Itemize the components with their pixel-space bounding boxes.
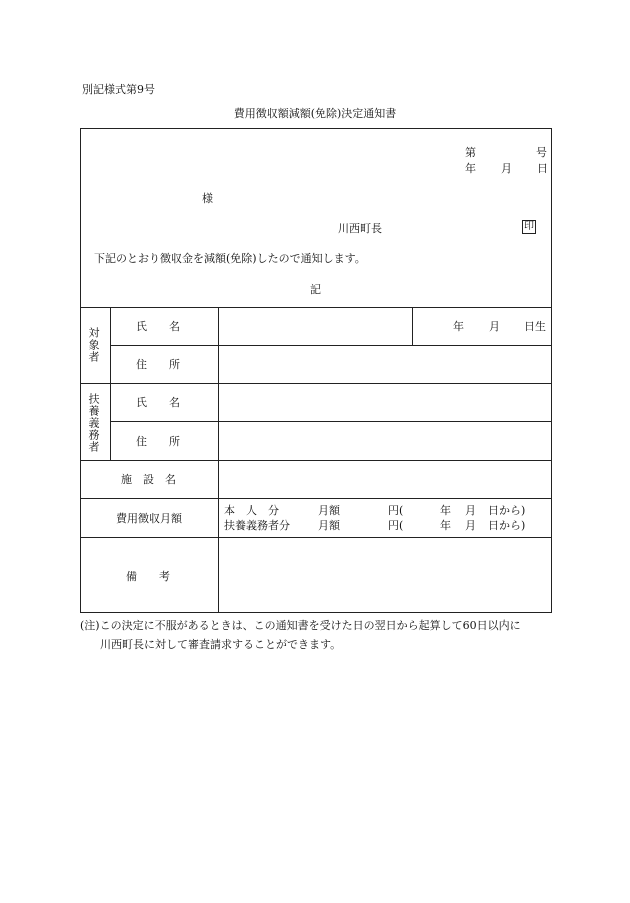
number-prefix: 第 xyxy=(465,146,476,159)
number-suffix: 号 xyxy=(536,146,547,159)
date-month: 月 xyxy=(501,162,512,175)
birth-year-label: 年 xyxy=(453,320,464,333)
birth-month-label: 月 xyxy=(489,320,500,333)
date-year: 年 xyxy=(465,162,476,175)
date-day: 日 xyxy=(537,162,548,175)
guardian-address-label: 住 所 xyxy=(136,435,180,448)
target-name-label: 氏 名 xyxy=(136,320,180,333)
divider-header xyxy=(80,307,552,308)
birth-day-label: 日生 xyxy=(524,320,546,333)
fee-monthly: 月額 xyxy=(318,504,340,517)
ki-marker: 記 xyxy=(310,283,321,296)
divider-remarks xyxy=(80,537,552,538)
addressee-honorific: 様 xyxy=(202,192,213,205)
document-title: 費用徴収額減額(免除)決定通知書 xyxy=(233,107,397,120)
target-person-group-label: 対象者 xyxy=(87,327,100,363)
fee-yen: 円( xyxy=(388,519,404,532)
fee-label: 費用徴収月額 xyxy=(116,512,182,525)
divider-guardian xyxy=(80,383,552,384)
divider-fee xyxy=(80,498,552,499)
fee-from: 日から) xyxy=(488,504,526,517)
issuer-name: 川西町長 xyxy=(338,222,382,235)
divider-target-inner xyxy=(110,345,552,346)
fee-year: 年 xyxy=(440,504,451,517)
guardian-group-label: 扶養義務者 xyxy=(87,393,100,453)
divider-group-column xyxy=(110,307,111,460)
divider-guardian-inner xyxy=(110,421,552,422)
divider-birthdate-column xyxy=(412,307,413,345)
fee-who: 本 人 分 xyxy=(224,504,279,517)
divider-facility xyxy=(80,460,552,461)
target-address-label: 住 所 xyxy=(136,358,180,371)
seal-mark: 印 xyxy=(524,221,534,232)
fee-month: 月 xyxy=(465,519,476,532)
fee-month: 月 xyxy=(465,504,476,517)
fee-year: 年 xyxy=(440,519,451,532)
divider-label-column xyxy=(218,307,219,613)
footnote-line-1: (注)この決定に不服があるときは、この通知書を受けた日の翌日から起算して60日以内に xyxy=(80,619,521,632)
fee-yen: 円( xyxy=(388,504,404,517)
facility-label: 施 設 名 xyxy=(121,473,176,486)
remarks-label: 備 考 xyxy=(126,570,170,583)
fee-who: 扶養義務者分 xyxy=(224,519,290,532)
fee-from: 日から) xyxy=(488,519,526,532)
guardian-name-label: 氏 名 xyxy=(136,396,180,409)
fee-monthly: 月額 xyxy=(318,519,340,532)
notice-statement: 下記のとおり徴収金を減額(免除)したので通知します。 xyxy=(94,252,366,265)
form-number: 別記様式第9号 xyxy=(82,83,155,96)
footnote-line-2: 川西町長に対して審査請求することができます。 xyxy=(100,638,342,651)
